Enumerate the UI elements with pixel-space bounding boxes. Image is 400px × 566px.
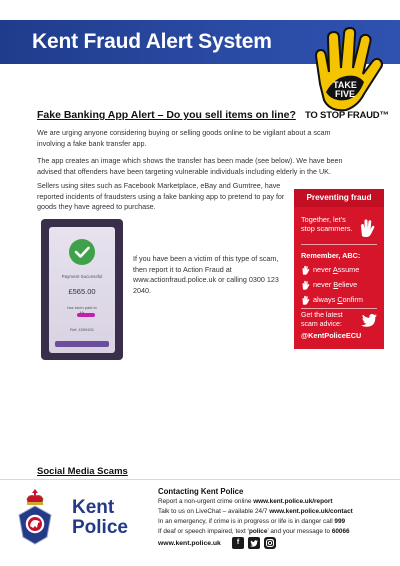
contact-text: In an emergency, if crime is in progress or life is in danger call bbox=[158, 518, 335, 525]
take-five-hand-logo[interactable] bbox=[306, 26, 386, 118]
paid-line1: has been paid to bbox=[67, 305, 97, 310]
redacted-name-scribble bbox=[77, 313, 95, 317]
contact-line-report bbox=[158, 497, 398, 507]
payment-status: Payment Successful bbox=[61, 274, 103, 279]
contact-text: If deaf or speech impaired, text ‘ bbox=[158, 528, 249, 535]
rule-rest: ssume bbox=[337, 265, 360, 274]
instagram-icon[interactable] bbox=[264, 537, 276, 549]
contact-link[interactable]: www.kent.police.uk/contact bbox=[269, 508, 353, 515]
kent-police-name-line2: Police bbox=[72, 517, 128, 538]
abc-rule-confirm bbox=[301, 294, 381, 305]
panel-advice-text: Get the latest scam advice: bbox=[301, 312, 343, 328]
contact-heading: Contacting Kent Police bbox=[158, 487, 244, 496]
take-five-line1: TAKE bbox=[333, 80, 357, 90]
panel-divider bbox=[301, 308, 377, 309]
stop-hand-icon bbox=[358, 218, 376, 238]
social-media-heading: Social Media Scams bbox=[37, 466, 128, 477]
rule-cap: A bbox=[332, 265, 338, 274]
contact-line-emergency bbox=[158, 517, 398, 527]
twitter-icon[interactable] bbox=[248, 537, 260, 549]
preventing-fraud-panel bbox=[294, 189, 384, 349]
rule-prefix: always bbox=[313, 295, 338, 304]
rule-cap: C bbox=[337, 295, 343, 304]
rule-prefix: never bbox=[313, 280, 334, 289]
abc-rule-believe bbox=[301, 279, 381, 290]
rule-prefix: never bbox=[313, 265, 333, 274]
fake-banking-app-screenshot bbox=[41, 219, 123, 360]
footer-divider bbox=[0, 479, 400, 480]
victim-report-text: If you have been a victim of this type of scam, then report it to Action Fraud at www.actionfraud.police.uk or calling 0300 123 2040. bbox=[133, 254, 279, 295]
panel-heading: Preventing fraud bbox=[294, 189, 384, 207]
hand-icon bbox=[301, 265, 310, 275]
contact-text: Report a non-urgent crime online bbox=[158, 498, 254, 505]
success-check-icon bbox=[69, 239, 95, 265]
contact-line-livechat bbox=[158, 507, 398, 517]
abc-rule-assume bbox=[301, 264, 381, 275]
phone-action-bar bbox=[55, 341, 109, 347]
article-paragraph: Sellers using sites such as Facebook Marketplace, eBay and Gumtree, have reported incidents of fraudsters using a fake banking app to pretend to pay for goods they have agreed to purchase. bbox=[37, 181, 285, 211]
phone-screen bbox=[49, 227, 115, 353]
kent-police-name-line1: Kent bbox=[72, 497, 115, 518]
contact-line-text-service bbox=[158, 527, 398, 537]
rule-rest: onfirm bbox=[342, 295, 363, 304]
twitter-bird-icon bbox=[361, 314, 377, 327]
payment-amount: £565.00 bbox=[68, 287, 96, 296]
website-link[interactable]: www.kent.police.uk bbox=[158, 540, 221, 547]
article-headline: Fake Banking App Alert – Do you sell items on line? bbox=[37, 109, 296, 121]
report-link[interactable]: www.kent.police.uk/report bbox=[253, 498, 333, 505]
facebook-icon[interactable]: f bbox=[232, 537, 244, 549]
emergency-number: 999 bbox=[334, 518, 346, 525]
text-number: 60066 bbox=[331, 528, 350, 535]
text-keyword: police bbox=[248, 528, 268, 535]
contact-text: ’ and your message to bbox=[267, 528, 332, 535]
page-title: Kent Fraud Alert System bbox=[32, 30, 272, 53]
article-paragraph: The app creates an image which shows the transfer has been made (see below). We have been advised that offenders have been targeting vulnerable individuals including elderly in the UK. bbox=[37, 156, 343, 176]
panel-divider bbox=[301, 244, 377, 245]
take-five-line2: FIVE bbox=[334, 89, 356, 99]
hand-icon bbox=[301, 280, 310, 290]
kent-police-crest-icon bbox=[14, 487, 56, 547]
take-five-caption: TO STOP FRAUD™ bbox=[305, 110, 389, 121]
rule-rest: elieve bbox=[338, 280, 358, 289]
panel-twitter-handle[interactable]: @KentPoliceECU bbox=[301, 331, 362, 340]
hand-icon bbox=[301, 295, 310, 305]
payment-reference: Ref: 4399431 bbox=[69, 327, 95, 332]
panel-remember-heading: Remember, ABC: bbox=[301, 251, 361, 260]
contact-text: Talk to us on LiveChat – available 24/7 bbox=[158, 508, 270, 515]
panel-together-text: Together, let's stop scammers. bbox=[301, 215, 353, 233]
article-paragraph: We are urging anyone considering buying or selling goods online to be vigilant about a scam involving a fake bank transfer app. bbox=[37, 128, 331, 148]
social-icons bbox=[232, 537, 278, 551]
rule-cap: B bbox=[333, 280, 339, 289]
